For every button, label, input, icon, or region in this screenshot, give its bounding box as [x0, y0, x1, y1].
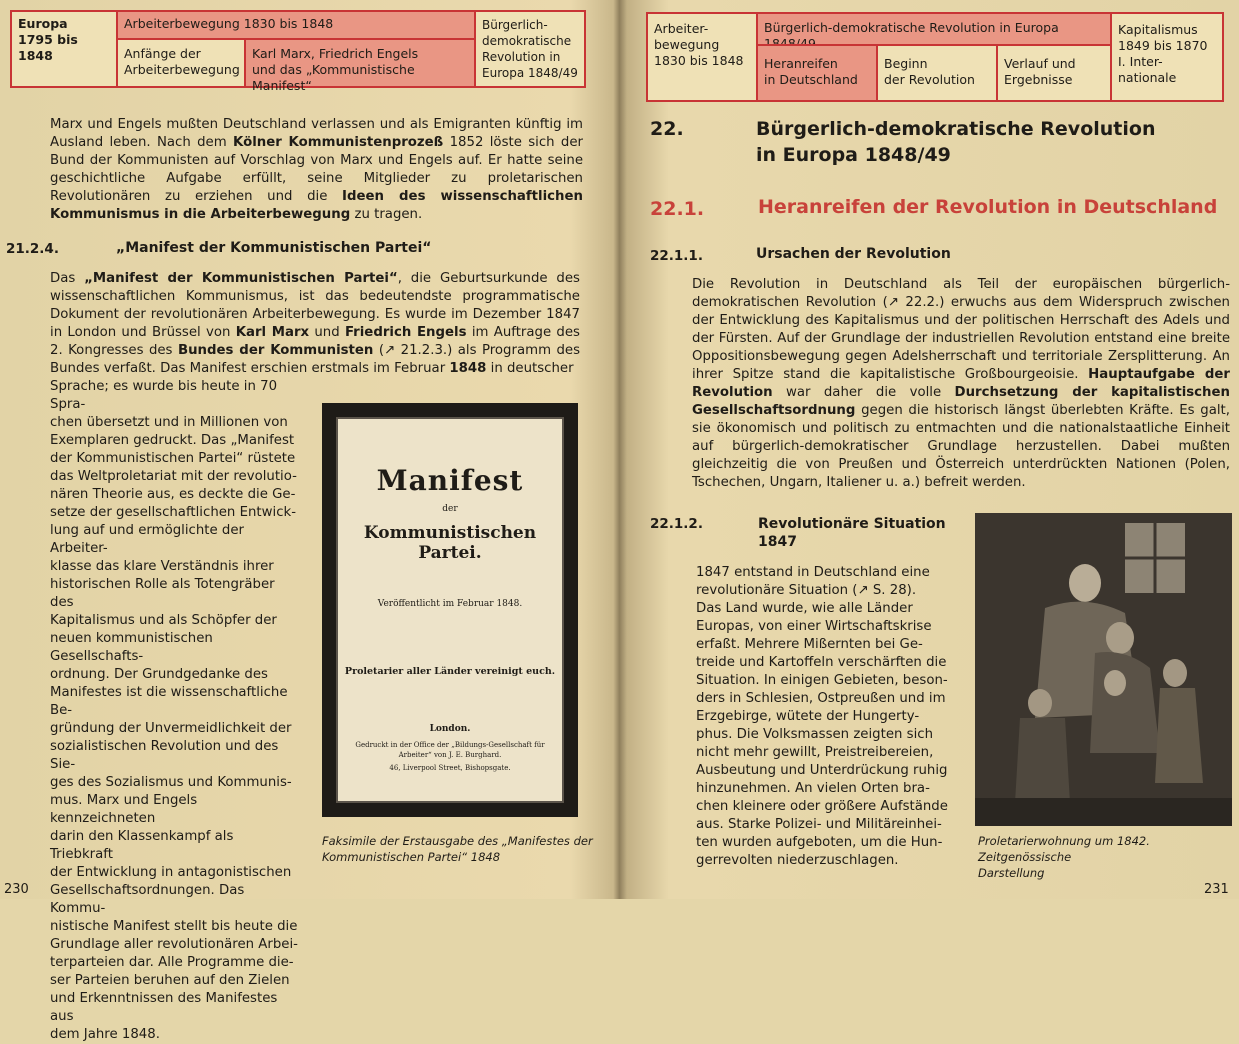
manifest-facsimile: Manifest der Kommunistischen Partei. Veröffentlicht im Februar 1848. Proletarier aller Länder vereinigt euch. London. Gedruckt in der Office der „Bildungs-Gesellschaft für Arbeiter“ von J. E. Burghard. 46, Liverpool Street, Bishopsgate.	[322, 403, 578, 817]
timeline-arbeiterbewegung: Arbeiterbewegung 1830 bis 1848	[118, 12, 474, 38]
left-timeline	[10, 10, 586, 93]
manifest-title: Manifest	[376, 464, 524, 497]
manifest-column: Sprache; es wurde bis heute in 70 Spra- chen übersetzt und in Millionen von Exemplaren gedruckt. Das „Manifest der Kommunistischen Partei“ rüstete das Weltproletariat mit der revolutio- nären Theorie aus, es deckte die Ge- setze der gesellschaftlichen Entwick- lung auf und ermöglichte der Arbeiter- klasse das klare Verständnis ihrer historischen Rolle als Totengräber des Kapitalismus und als Schöpfer der neuen kommunistischen Gesellschafts- ordnung. Der Grundgedanke des Manifestes ist die wissenschaftliche Be- gründung der Unvermeidlichkeit der sozialistischen Revolution und des Sie- ges des Sozialismus und Kommunis- mus. Marx und Engels kennzeichneten darin den Klassenkampf als Triebkraft der Entwicklung in antagonistischen Gesellschaftsordnungen. Das Kommu- nistische Manifest stellt bis heute die Grundlage aller revolutionären Arbei- terparteien dar. Alle Programme die- ser Parteien beruhen auf den Zielen und Erkenntnissen des Manifestes aus dem Jahre 1848.	[50, 379, 298, 1042]
intro-paragraph: Marx und Engels mußten Deutschland verlassen und als Emigranten künftig im Ausland leben. Nach dem Kölner Kommunistenprozeß 1852 löste sich der Bund der Kommunisten auf Vorschlag von Marx und Engels auf. Er hatte seine geschichtliche Aufgabe erfüllt, seine Mitglieder zu proletarischen Revolutionären zu erziehen und die Ideen des wissenschaftlichen Kommunismus in die Arbeiterbewegung zu tragen.	[50, 117, 583, 222]
timeline-beginn: Beginn der Revolution	[884, 56, 975, 87]
manifest-party: Kommunistischen Partei.	[363, 523, 537, 563]
right-timeline	[646, 12, 1224, 102]
timeline-heranreifen: Heranreifen in Deutschland	[758, 46, 876, 100]
subchapter-number: 22.1.	[650, 198, 705, 220]
timeline-revolution-header: Bürgerlich-demokratische Revolution in Europa	[758, 14, 1110, 44]
left-page	[0, 0, 614, 1042]
illustration-caption: Proletarierwohnung um 1842. Zeitgenössische Darstellung	[978, 834, 1150, 880]
illustration-drawing	[975, 513, 1232, 826]
subchapter-title: Heranreifen der Revolution in Deutschland	[758, 196, 1218, 218]
chapter-title: Bürgerlich-demokratische Revolution in Europa 1848/49	[756, 118, 1156, 166]
timeline-anfaenge: Anfänge der Arbeiterbewegung	[124, 46, 240, 77]
timeline-kapitalismus: Kapitalismus 1849 bis 1870 I. Inter- nationale	[1118, 22, 1208, 85]
manifest-caption: Faksimile der Erstausgabe des „Manifestes der Kommunistischen Partei“ 1848	[322, 834, 593, 864]
section1-title: Ursachen der Revolution	[756, 246, 951, 262]
proletarian-dwelling-illustration	[975, 513, 1232, 826]
section1-number: 22.1.1.	[650, 248, 703, 264]
timeline-revolution: Bürgerlich- demokratische Revolution in Europa 1848/49	[482, 18, 578, 80]
page-number-left: 230	[4, 882, 29, 897]
section1-paragraph: Die Revolution in Deutschland als Teil der europäischen bürgerlich-demokratischen Revolution (↗ 22.2.) erwuchs aus dem Widerspruch zwischen der Entwicklung des Kapitalismus und der politischen Herrschaft des Adels und der Fürsten. Auf der Grundlage der industriellen Revolution entstand eine breite Oppositionsbewegung gegen Adelsherrschaft und territoriale Zersplitterung. An ihrer Spitze stand die kapitalistische Großbourgeoisie. Hauptaufgabe der Revolution war daher die volle Durchsetzung der kapitalistischen Gesellschaftsordnung gegen die historisch längst überlebten Kräfte. Es galt, sie ökonomisch und politisch zu entmachten und die nationalstaatliche Einheit auf bürgerlich-demokratischer Grundlage herzustellen. Dabei mußten gleichzeitig die von Preußen und Österreich unterdrückten Nationen (Polen, Tschechen, Ungarn, Italiener u. a.) befreit werden.	[692, 277, 1230, 490]
timeline-marx-engels: Karl Marx, Friedrich Engels und das „Kommunistische Manifest“	[246, 40, 474, 86]
timeline-europe: Europa 1795 bis 1848	[18, 16, 78, 63]
timeline-verlauf: Verlauf und Ergebnisse	[1004, 56, 1076, 87]
section-title: „Manifest der Kommunistischen Partei“	[116, 240, 432, 256]
manifest-slogan: Proletarier aller Länder vereinigt euch.	[344, 666, 556, 677]
section2-title: Revolutionäre Situation 1847	[758, 516, 946, 550]
section2-column: 1847 entstand in Deutschland eine revolutionäre Situation (↗ S. 28). Das Land wurde, wie alle Länder Europas, von einer Wirtschaftskrise erfaßt. Mehrere Mißernten bei Ge- treide und Kartoffeln verschärften die Situation. In einigen Gebieten, beson- ders in Schlesien, Ostpreußen und im Erzgebirge, wütete der Hungerty- phus. Die Volksmassen zeigten sich nicht mehr gewillt, Preistreibereien, Ausbeutung und Unterdrückung ruhig hinzunehmen. An vielen Orten bra- chen kleinere oder größere Aufstände aus. Starke Polizei- und Militäreinhei- ten wurden aufgeboten, um die Hun- gerrevolten niederzuschlagen.	[696, 565, 948, 868]
chapter-number: 22.	[650, 118, 684, 140]
page-number-right: 231	[1204, 882, 1229, 897]
section-number: 21.2.4.	[6, 241, 59, 257]
section2-number: 22.1.2.	[650, 516, 703, 532]
manifest-paragraph: Das „Manifest der Kommunistischen Partei“, die Geburtsurkunde des wissenschaftlichen Kommunismus, ist das bedeutendste programmatische Dokument der revolutionären Arbeiterbewegung. Es wurde im Dezember 1847 in London und Brüssel von Karl Marx und Friedrich Engels im Auftrage des 2. Kongresses des Bundes der Kommunisten (↗ 21.2.3.) als Programm des Bundes verfaßt. Das Manifest erschien erstmals im Februar 1848 in deutscher	[50, 271, 581, 376]
timeline-arbeiterbewegung-right: Arbeiter- bewegung 1830 bis 1848	[654, 21, 744, 68]
